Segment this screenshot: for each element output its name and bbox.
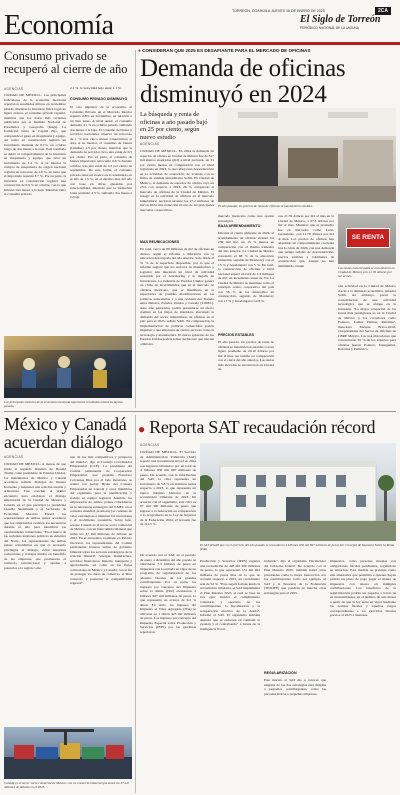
bottom-right-headline — [138, 417, 396, 439]
left-story-subhead: CONSUMO PRIVADO DISMINUYÓ — [70, 97, 128, 101]
section-divider — [4, 411, 396, 412]
office-image — [218, 108, 396, 202]
column-divider-bottom — [135, 415, 136, 793]
main-story-col-2: En total, cerca de 80 millones de m2 de oficinas en desuso, según el informe a diferencia con la ubicación desocupada del año anterior. Sólo desde el 31 % de la superficie disponible, por lo que el informe sugiere que los sectores de manufactura y logística aún muestran un nivel de actividad sostenida por el nearshoring y la llegada de inversiones. La industria de Estados Unidos genera un clima de incertidumbre que en el mercado de oficinas mexicano, que se manifiesta en la expectativa de posibles modificaciones en las políticas arancelarias y a una revisión del Tratado entre México, Estados Unidos y Canadá (T-MEC). Ante este panorama, podría presentarse un efecto dominó en los flujos de inversión, afectando la demanda del sector inmobiliario de oficinas en el país para el 2025, señaló Solili. En comparación, la implementación de políticas comerciales podría impulsar a que empresas de ciertos sectores como la tecnología y manufactura. El nuevo gobierno de los Estados Unidos podría tomar decisiones que afecten a México. — [140, 247, 214, 346]
bottom-right-col-3: Producción y Servicios (IEPS) registró una recaudación de 428 mil 300 millones de pesos, lo que representó 131 mil 962 millones de pesos más de lo que se recaudó respecto a 2023, un crecimiento real de 52 %. "Para seguir fortaleciendo la recaudación tributaria, el SAT implementó el Plan Maestro 2025, el cual se basa en tres ejes: atender el cumplimiento voluntario y oportuno de los contribuyentes, la fiscalización y la recuperación efectiva de la deuda", informó el SAT. El organismo también anunció que se enfocará en combatir la evasión y el contrabando" a través de la inteligencia fiscal. — [200, 559, 260, 631]
sat-building-image — [200, 443, 396, 541]
dateline: TORREÓN, COAHUILA JUEVES 16 DE ENERO DE 2025 — [232, 9, 325, 13]
left-story-col-2-top: 2.1 %. la velocidad bajó entre 1.1 %. — [70, 86, 122, 90]
bottom-left-photo — [4, 727, 132, 779]
bottom-left-story — [4, 415, 132, 793]
main-story — [138, 48, 396, 408]
main-story-col-5: una actividad en la Ciudad de México creció a la demanda económica, informó Solili, sin embargo, prevé la consolidación de una actividad tecnológica que se ubique en la inversión. "La mayor ocupación de las zonas más prestigiosas es en la Ciudad de México y los corredores como Polanco, Lomas Palmas, Reforma", mencionó Enrique Bravo-Ortiz, vicepresidente del Sector de Oficinas de CBRE México. Las tres ubicaciones que concentraron 65 % de los espacios para oficinas fueron Polanco, Insurgentes, Reforma y Periférico. — [338, 284, 396, 351]
bottom-left-headline: México y Canadá acuerdan diálogo — [4, 414, 127, 452]
for-rent-photo — [338, 214, 396, 264]
sat-photo-caption: El SAT detalló que en el ejercicio del año pasado se recaudaron 4 billones 936 mil 897 millones de pesos por concepto de Impuesto Sobre la Renta (ISR). — [200, 543, 395, 551]
paper-logo: El Siglo de Torreón — [300, 14, 381, 25]
main-story-col-3: mercado mexicano como una opción estratégica. — [218, 214, 274, 223]
column-divider — [135, 50, 136, 408]
for-rent-caption: Las rentas más elevadas se encontraron en Ciudad de México con 21.76 dólares por m2 al mes. — [338, 266, 395, 278]
workers-image — [4, 336, 132, 398]
bottom-right-subhead: REGULARIZACIÓN — [264, 671, 297, 675]
bottom-right-col-4: trabando", dijo el organismo Fiscalizador del Gobierno federal. De acuerdo con el Plan Maestro 2025, también habrá otras prioridades como la mejor interacción con los contribuyentes como por ejemplo, el SAT y la Tesorería de la Federación (TESOFE) que pondrán en marcha otras estrategias para el 2025. — [264, 559, 326, 595]
kicker-text: CONSIDERAN QUE 2025 ES DESAFIANTE PARA EL MERCADO DE OFICINAS — [142, 48, 311, 53]
left-story-caption: Los principales motores de la economía mexicana reportaron resultados mixtos en agosto pasado. — [4, 400, 123, 408]
left-story-headline: Consumo privado se recuperó al cierre de año — [4, 49, 128, 76]
for-rent-sign — [346, 228, 390, 248]
left-story-col-1: CIUDAD DE MÉXICO.- Los principales indicadores de la economía mexicana reportaron resultados mixtos en noviembre pasado, mientras la inversión física logró un ligero avance, el consumo privado repuntó, mientras que los datos más recientes publicados por el Instituto Nacional de Estadística y Geografía (Inegi). La formación bruta de Capital Fijo, que comprende el gasto en maquinaria y equipo, así como en construcción registró un incremento mensual de 0.1%, en octubre luego de dos meses a la baja. Este resultado se debió al comportamiento de la inversión en maquinaria y equipo, que tuvo un incremento de 1.2 %. A su interior la compra de maquinaria de origen nacional registró un retroceso de 1.6 %, en tanto que el importado repuntó 3.7 %. Por su parte, la inversión en construcción registró una contracción de 0.9 % en octubre, con lo que hilvanó tres meses a la baja. Mientras tanto el consumo privado — [4, 93, 66, 196]
main-story-col-4: con 21.76 dólares por m2 al mes en la Ciudad de México, a 27.5 dólares por m2 al mes. Mientras que el promedio fue en mercados como León, Guanajuato, con 11.79 dólares por m2 al mes. Los precios de oficinas han adquirido un comportamiento creciente tras la crisis de 2020, con una demanda que refleja señales de desaceleración, precios estables y volúmenes de construcción que, aunque no han disminuido, tienen — [278, 214, 334, 268]
masthead-accent-bar — [0, 42, 400, 45]
main-story-col-3-wrap — [218, 214, 274, 408]
bottom-left-agency: AGENCIAS — [4, 455, 24, 459]
main-story-col-1: CIUDAD DE MÉXICO.- En 2024 la demanda de espacios de oficina en Ciudad de México fue de 817 mil metros cuadrados (m2) a nivel nacional, un 31 por ciento menos en comparación con el nivel registrado en 2023, lo que refleja una desaceleración en la actividad de ocupación, de acuerdo con la firma de análisis inmobiliario Solili. En Ciudad de México, la demanda de espacios de oficina cayó un 25% con respecto a 2023, 26 % comparado al mercado de oficinas de la Ciudad de México. El rezago en la actividad de oficinas en el mercado inmobiliario nacional alcanzó los 17.2 millones de m2 en 2024, una reducción en uno de los principales mercados corporativos. — [140, 149, 214, 212]
section-title: Economía — [4, 10, 114, 41]
paper-tagline: PERIÓDICO NACIONAL DE LA LAGUNA — [300, 26, 359, 30]
office-photo-caption: El año pasado, los precios de renta de oficinas se mantuvieron estables. — [218, 204, 313, 208]
bottom-right-col-1: CIUDAD DE MÉXICO.- El Servicio de Administración Tributaria (SAT) reportó una recaudación récord en 2024 con ingresos tributarios por un total de 4 billones 936 mil 897 millones de pesos. De acuerdo con la información del SAT, la cifra representa un incremento de 5.8 % en términos reales respecto a 2023, lo que representa un nuevo máximo histórico en la recaudación tributaria de 2023. De acuerdo con el organismo, esta cifra es 97 mil 300 millones de pesos que ingresó a la federación en comparación a lo programado en la Ley de Ingresos de la Federación 2024, el recaudo fue de 112.5 %. — [140, 450, 196, 526]
sat-building-photo — [200, 443, 396, 541]
left-story-agency: AGENCIAS — [4, 87, 24, 91]
main-story-col-3c: El año pasado, los precios de renta de oficinas se mantuvieron estables con un ligero promedio de 20.10 dólares por m2 al mes, un cambio en comparación con el cierre del año anterior. Las rentas más elevadas se encontraron en Ciudad de — [218, 340, 274, 371]
port-image — [4, 727, 132, 779]
bottom-right-story — [138, 415, 396, 793]
main-story-subhead-1: MAS REUBICACIONES — [140, 240, 180, 244]
kicker-bullet-icon: ● — [138, 48, 141, 53]
main-story-subhead-2: BAJA ARRENDAMIENTO — [218, 224, 261, 228]
bottom-right-agency: AGENCIAS — [140, 443, 160, 447]
bottom-right-col-4-wrap — [264, 559, 326, 789]
bottom-left-caption: Canadá es el tercer socio comercial de México, con un comercio bilateral que sumó los 37 mil millones de dólares en el 2023. — [4, 781, 129, 789]
bottom-left-col-2: uno de los más competitivos y prósperos del mundo", dijo el Consejo Coordinador Empresarial (CCE). La presidenta del Comité permanente de Cooperación Empresarial, que presidió Francisco Cervantes Díaz por el lado mexicano, se reunió con Goldy Hyder del Consejo Empresarial de Canadá y otros miembros del organismo para la planificación y trabajo en equipo regional. Además, los empresarios de ambos países coincidieron en la relevancia estratégica del T-MEC en el contexto mundial, promover las cadenas de valor estratégicas e impulsar las inversiones y el crecimiento sostenible. Sobre todo, porque Canadá es el tercer socio comercial de México, con un intercambio bilateral que sumó los 37 mil millones de dólares en 2023. En el encuentro, realizado en Palacio Nacional, los representantes del Comité permanente trataron temas de gobierno bilateral sobre los sectores estratégicos de la relación bilateral: "energía, manufactura, servicios financieros, minería, transporte y agroindustria, así como en los flujos comerciales de México y Canadá, con el fin de proteger los datos de comercio, el libre comercio y potenciar la competitividad regional". — [70, 455, 132, 585]
left-story — [4, 50, 132, 408]
bottom-right-col-4b: Este martes, el SAT dio a conocer que ninguna de las dos estrategias está dirigida a pequeños contribuyentes, como las personas físicas o pequeñas empresas. — [264, 678, 326, 696]
bottom-right-col-2: De acuerdo con el SAT, en el periodo de enero a diciembre del año pasado se obtuvieron 7.3 billones de pesos en impuestos con la entrada en vigor de un programa de regularización de los adeudos fiscales de los grandes contribuyentes. Por su parte, los ingresos por concepto del Impuesto sobre la Renta (ISR) alcanzaron 2 billones 667 mil millones de pesos, lo que representó un avance de 9.2 % anual. En tanto, los ingresos del Impuesto al Valor Agregado (IVA) se ubicaron en 1 billón 423 mil millones de pesos. Los ingresos por concepto del Impuesto Especial sobre Producción y Servicios (IEPS) por las gasolinas reportaron — [140, 553, 196, 634]
left-story-col-2: El otro impulsor de la economía, el Consumo Privado en el Mercado Interior repuntó 0.8% en noviembre, en relación a un mes antes. A nivel anual, el consumo aumentó 4.1 % en octubre pasado, sumando dos meses a la baja. El consumo de bienes y servicios nacionales observó un retroceso de 1 % tras cinco meses consecutivos al alza. A su interior, el consumo de bienes (familias) 1.5 por ciento, mientras que la demanda de servicios tuvo una caída de 0.5 por ciento. Por su parte, el consumo de bienes importados retrocedió 0.6 % durante octubre, tras una caída de 4.3 por ciento en septiembre. De esta forma, el consumo privado tiene un avance en lo acumulado en el año de 1.5 %, en el décimo mes del año con base en cifras ajustadas por estacionalidad, mientras que la formación bruta acumuló 4.3 %, sumando dos meses a la baja. — [70, 105, 132, 199]
bottom-left-col-1: CIUDAD DE MÉXICO.- A menos de que inicie el segundo mandato de Donald Trump como presidente de Estados Unidos, los mandatarios de México y Canadá acordaron realizar diálogos de manera frecuente y mantener una relación estable y armoniosa. Tras concluir el primer encuentro para establecer el diálogo empresarial de la Ciudad de México y Canadá, en el que participó la presidenta Claudia Sheinbaum y el Secretario de Economía, Marcelo Ebrard, los representantes de ambos países acordaron que los empresarios realicen los encuentros durante el año para identificar las oportunidades comerciales. "En el marco de las recientes tensiones políticas en América del Norte, los representantes de ambos países coincidimos en que es necesario privilegiar el diálogo, evitar tensiones comerciales y trabajar unidos en beneficio de las empresas, que promuevan el comercio internacional y ayuden a potenciar a la región como — [4, 462, 66, 570]
sign-text: SE RENTA — [351, 234, 385, 241]
main-story-agency: AGENCIAS — [140, 142, 160, 146]
bottom-right-col-5: impuestos, como personas morales con obligaciones fiscales pendientes, regularicen su situación. Esta medida se presenta como una alternativa que permitirá a quienes hayan pedido un plazo de pago pagar el monto de impuestos con ahorro en múltiples contribuciones. Los beneficios de la regularización podrán ser pagados a través de en mensualidades, en el término de seis meses a partir de que la ley entre en vigor mediante las normas fiscales y aquellos cargos correspondientes a los ejercicios fiscales previos al 2025 a intereses. — [330, 559, 396, 617]
main-story-subhead-3: PRECIOS ESTABLES — [218, 333, 255, 337]
office-photo — [218, 108, 396, 202]
main-story-kicker — [138, 48, 396, 53]
left-story-photo — [4, 336, 132, 398]
main-story-headline: Demanda de oficinas disminuyó en 2024 — [140, 55, 346, 108]
page-number: 2CA — [375, 7, 391, 15]
main-story-deck: La búsqueda y renta de oficinas a año pasado bajó en 25 por ciento, según nuevo estudio — [140, 111, 208, 141]
headline-bullet-icon: ● — [138, 421, 145, 436]
masthead — [0, 0, 400, 40]
main-story-col-3b: Durante el cuarto trimestre de 2024, el arrendamiento de oficinas alcanzó los 239 mil m2, un 15 % menos en comparación con el mismo trimestre del año anterior. La Ciudad de México concentró el 68 % de la absorción trimestral, seguida de Monterrey con el 13 % y Guadalajara con 5 %. En total, la construcción de oficinas a nivel nacional superó en total de 1.3 millones de m2, un incremento anual de 3%. La Ciudad de México se mantiene como el principal centro corporativo del país con 56 % de los desarrollos en construcción, seguido de Monterrey con 17 % y Guadalajara con 8 %. — [218, 231, 274, 303]
bottom-right-headline-text: Reporta SAT recaudación récord — [149, 417, 376, 437]
